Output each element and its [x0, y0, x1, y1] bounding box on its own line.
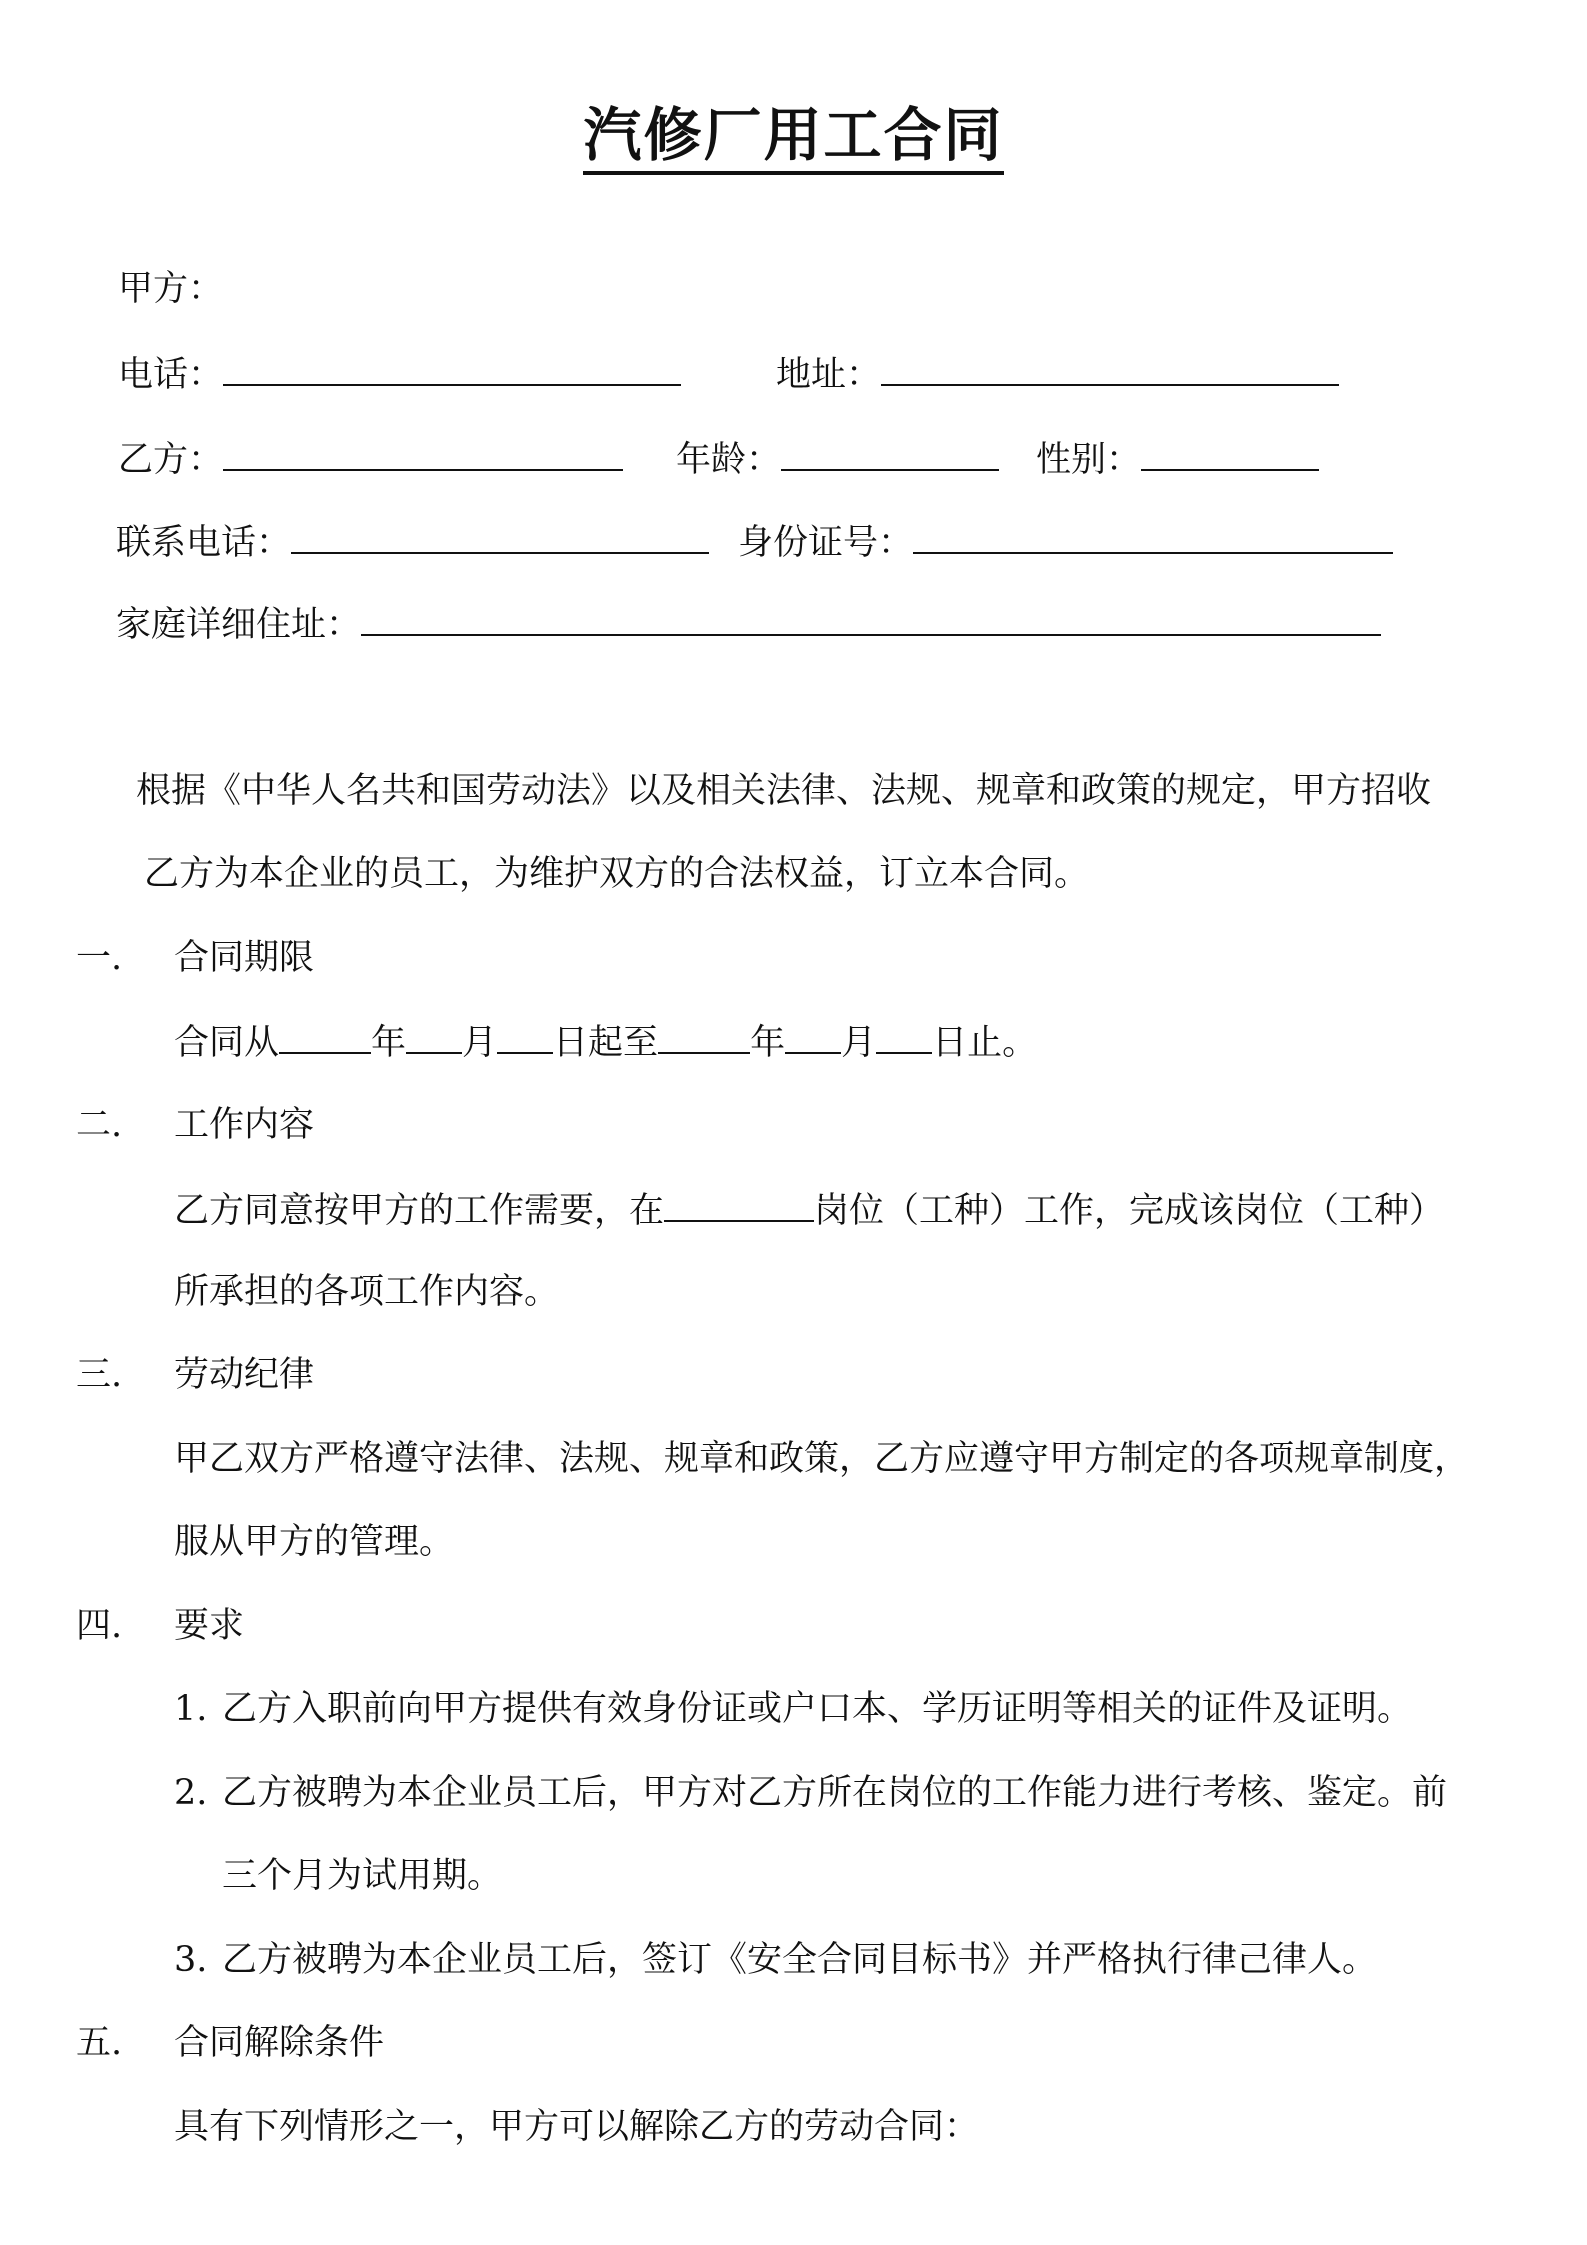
requirement-1-text: 乙方入职前向甲方提供有效身份证或户口本、学历证明等相关的证件及证明。 [222, 1689, 1413, 1729]
contact-phone-label: 联系电话： [116, 523, 292, 563]
section-3-number: 三. [76, 1355, 123, 1395]
id-number-row [738, 518, 1393, 566]
term-month-label-1: 月 [462, 1023, 498, 1063]
section-4-number: 四. [76, 1606, 123, 1646]
requirement-3-number: 3. [174, 1940, 208, 1980]
section-2-number: 二. [76, 1105, 123, 1145]
work-line-1 [174, 1186, 1444, 1234]
age-row [676, 435, 999, 483]
section-2-heading: 工作内容 [174, 1105, 315, 1145]
party-b-blank[interactable] [223, 435, 623, 471]
phone-row [118, 350, 681, 398]
contact-phone-row [116, 518, 709, 566]
section-1-heading: 合同期限 [174, 938, 315, 978]
home-address-blank[interactable] [361, 600, 1381, 636]
section-5-heading: 合同解除条件 [174, 2023, 385, 2063]
section-5-number: 五. [76, 2023, 123, 2063]
gender-blank[interactable] [1141, 435, 1319, 471]
start-day-blank[interactable] [497, 1018, 553, 1054]
phone-blank[interactable] [223, 350, 681, 386]
term-end-label: 日止。 [932, 1023, 1038, 1063]
section-4-heading: 要求 [174, 1606, 245, 1646]
section-1-number: 一. [76, 938, 123, 978]
address-blank[interactable] [881, 350, 1339, 386]
term-year-label-1: 年 [371, 1023, 407, 1063]
requirement-2-text: 乙方被聘为本企业员工后，甲方对乙方所在岗位的工作能力进行考核、鉴定。前 [222, 1773, 1448, 1813]
requirement-1-number: 1. [174, 1689, 208, 1729]
section-3-heading: 劳动纪律 [174, 1355, 315, 1395]
contact-phone-blank[interactable] [291, 518, 709, 554]
end-year-blank[interactable] [658, 1018, 750, 1054]
end-day-blank[interactable] [876, 1018, 932, 1054]
id-number-blank[interactable] [913, 518, 1393, 554]
start-month-blank[interactable] [406, 1018, 462, 1054]
work-text-b: 岗位（工种）工作，完成该岗位（工种） [814, 1191, 1445, 1231]
preamble-line-1: 根据《中华人名共和国劳动法》以及相关法律、法规、规章和政策的规定，甲方招收 [136, 771, 1432, 811]
term-year-label-2: 年 [750, 1023, 786, 1063]
work-text-a: 乙方同意按甲方的工作需要，在 [174, 1191, 665, 1231]
requirement-2-cont: 三个月为试用期。 [222, 1856, 503, 1896]
gender-label: 性别： [1036, 440, 1142, 480]
document-title: 汽修厂用工合同 [0, 88, 1587, 172]
phone-label: 电话： [118, 355, 224, 395]
term-line [174, 1018, 1037, 1066]
home-address-row [116, 600, 1381, 648]
termination-line-1: 具有下列情形之一，甲方可以解除乙方的劳动合同： [174, 2107, 980, 2147]
party-a-label: 甲方： [118, 269, 224, 309]
discipline-line-1: 甲乙双方严格遵守法律、法规、规章和政策，乙方应遵守甲方制定的各项规章制度， [174, 1439, 1470, 1479]
term-until-label: 日起至 [553, 1023, 659, 1063]
position-blank[interactable] [664, 1186, 814, 1222]
address-label: 地址： [776, 355, 882, 395]
id-number-label: 身份证号： [738, 523, 914, 563]
requirement-2-number: 2. [174, 1773, 208, 1813]
age-label: 年龄： [676, 440, 782, 480]
start-year-blank[interactable] [279, 1018, 371, 1054]
discipline-line-2: 服从甲方的管理。 [174, 1522, 455, 1562]
party-b-label: 乙方： [118, 440, 224, 480]
gender-row [1036, 435, 1319, 483]
age-blank[interactable] [781, 435, 999, 471]
home-address-label: 家庭详细住址： [116, 605, 362, 645]
preamble-line-2: 乙方为本企业的员工，为维护双方的合法权益，订立本合同。 [144, 854, 1090, 894]
term-month-label-2: 月 [841, 1023, 877, 1063]
address-row [776, 350, 1339, 398]
work-line-2: 所承担的各项工作内容。 [174, 1272, 560, 1312]
requirement-3-text: 乙方被聘为本企业员工后，签订《安全合同目标书》并严格执行律己律人。 [222, 1940, 1378, 1980]
end-month-blank[interactable] [785, 1018, 841, 1054]
party-b-row [118, 435, 623, 483]
term-from-label: 合同从 [174, 1023, 280, 1063]
